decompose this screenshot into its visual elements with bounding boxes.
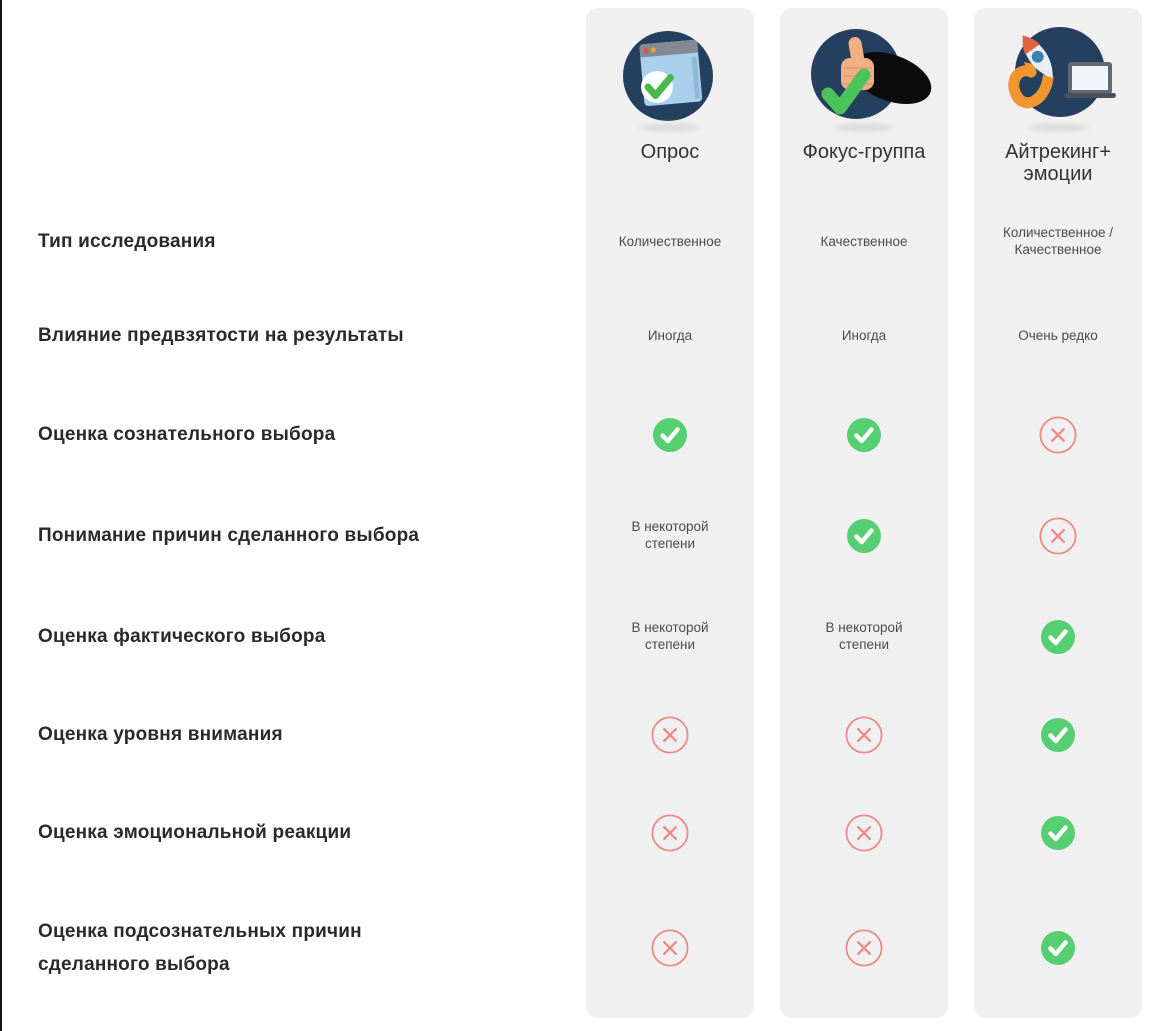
cell-text	[974, 198, 1142, 286]
card-eyetracking	[974, 8, 1142, 1018]
cell-cross	[586, 783, 754, 883]
row-label	[0, 686, 586, 783]
row-labels-column	[0, 8, 586, 1018]
row-label	[0, 483, 586, 588]
cell-check	[974, 588, 1142, 686]
icon-shadow	[640, 123, 700, 132]
cell-text	[586, 286, 754, 386]
icon-shadow	[834, 123, 894, 132]
cross-icon	[1039, 416, 1077, 454]
check-icon	[846, 417, 882, 453]
labels-header-spacer	[0, 8, 586, 198]
cell-text	[780, 588, 948, 686]
row-label	[0, 286, 586, 386]
row-label-text: Тип исследования	[38, 231, 216, 253]
cell-check	[780, 483, 948, 588]
row-label-text: Оценка эмоциональной реакции	[38, 822, 352, 844]
check-icon	[846, 518, 882, 554]
card-title: Айтрекинг+ эмоции	[1005, 141, 1111, 186]
cell-text-value: Количественное	[618, 233, 722, 249]
cell-text	[780, 198, 948, 286]
cell-cross	[974, 483, 1142, 588]
window-left-border	[0, 0, 2, 1031]
row-label	[0, 588, 586, 686]
cell-text-value: Иногда	[841, 327, 887, 343]
cell-cross	[586, 883, 754, 1013]
row-label-text: Влияние предвзятости на результаты	[38, 325, 404, 347]
method-cards	[586, 8, 1142, 1018]
card-title: Фокус-группа	[802, 141, 926, 163]
cell-cross	[780, 686, 948, 783]
check-icon	[1040, 619, 1076, 655]
survey-browser-check-icon	[600, 20, 740, 126]
cell-text	[974, 286, 1142, 386]
cross-icon	[651, 716, 689, 754]
row-label-text: Оценка фактического выбора	[38, 626, 326, 648]
card-survey	[586, 8, 754, 1018]
cross-icon	[845, 814, 883, 852]
cross-icon	[845, 716, 883, 754]
cell-check	[780, 386, 948, 483]
cell-text	[586, 198, 754, 286]
card-header	[780, 8, 948, 198]
check-icon	[1040, 815, 1076, 851]
cell-cross	[780, 883, 948, 1013]
check-icon	[1040, 717, 1076, 753]
cell-text	[586, 588, 754, 686]
cell-text-value: В некоторой степени	[631, 518, 709, 551]
icon-shadow	[1028, 123, 1088, 132]
cell-text-value: Количественное / Качественное	[1003, 225, 1113, 257]
cell-cross	[780, 783, 948, 883]
cell-check	[974, 883, 1142, 1013]
cell-text-value: В некоторой степени	[631, 620, 709, 652]
cross-icon	[651, 814, 689, 852]
cell-check	[974, 783, 1142, 883]
cell-check	[586, 386, 754, 483]
card-title: Опрос	[640, 141, 700, 163]
cell-cross	[586, 686, 754, 783]
row-label-text: Оценка сознательного выбора	[38, 423, 336, 445]
cross-icon	[845, 929, 883, 967]
cross-icon	[651, 929, 689, 967]
card-header	[586, 8, 754, 198]
cross-icon	[1039, 517, 1077, 555]
cell-text-value: Качественное	[820, 233, 908, 249]
card-focus-group	[780, 8, 948, 1018]
cell-text	[586, 483, 754, 588]
cell-text-value: Очень редко	[1018, 327, 1098, 343]
row-label	[0, 198, 586, 286]
check-icon	[1040, 930, 1076, 966]
card-header	[974, 8, 1142, 198]
row-label	[0, 883, 586, 1013]
cell-check	[974, 686, 1142, 783]
row-label-text: Понимание причин сделанного выбора	[38, 524, 420, 546]
card-body	[780, 198, 948, 1013]
card-body	[974, 198, 1142, 1013]
check-icon	[652, 417, 688, 453]
cell-text-value: В некоторой степени	[825, 620, 903, 652]
cell-text-value: Иногда	[647, 327, 693, 343]
card-body	[586, 198, 754, 1013]
rocket-laptop-icon	[988, 20, 1128, 126]
cell-text	[780, 286, 948, 386]
row-label-text: Оценка подсознательных причин сделанного выбора	[38, 920, 362, 975]
cell-cross	[974, 386, 1142, 483]
row-label-text: Оценка уровня внимания	[38, 723, 283, 745]
row-label	[0, 386, 586, 483]
thumb-up-check-icon	[794, 20, 934, 126]
row-label	[0, 783, 586, 883]
